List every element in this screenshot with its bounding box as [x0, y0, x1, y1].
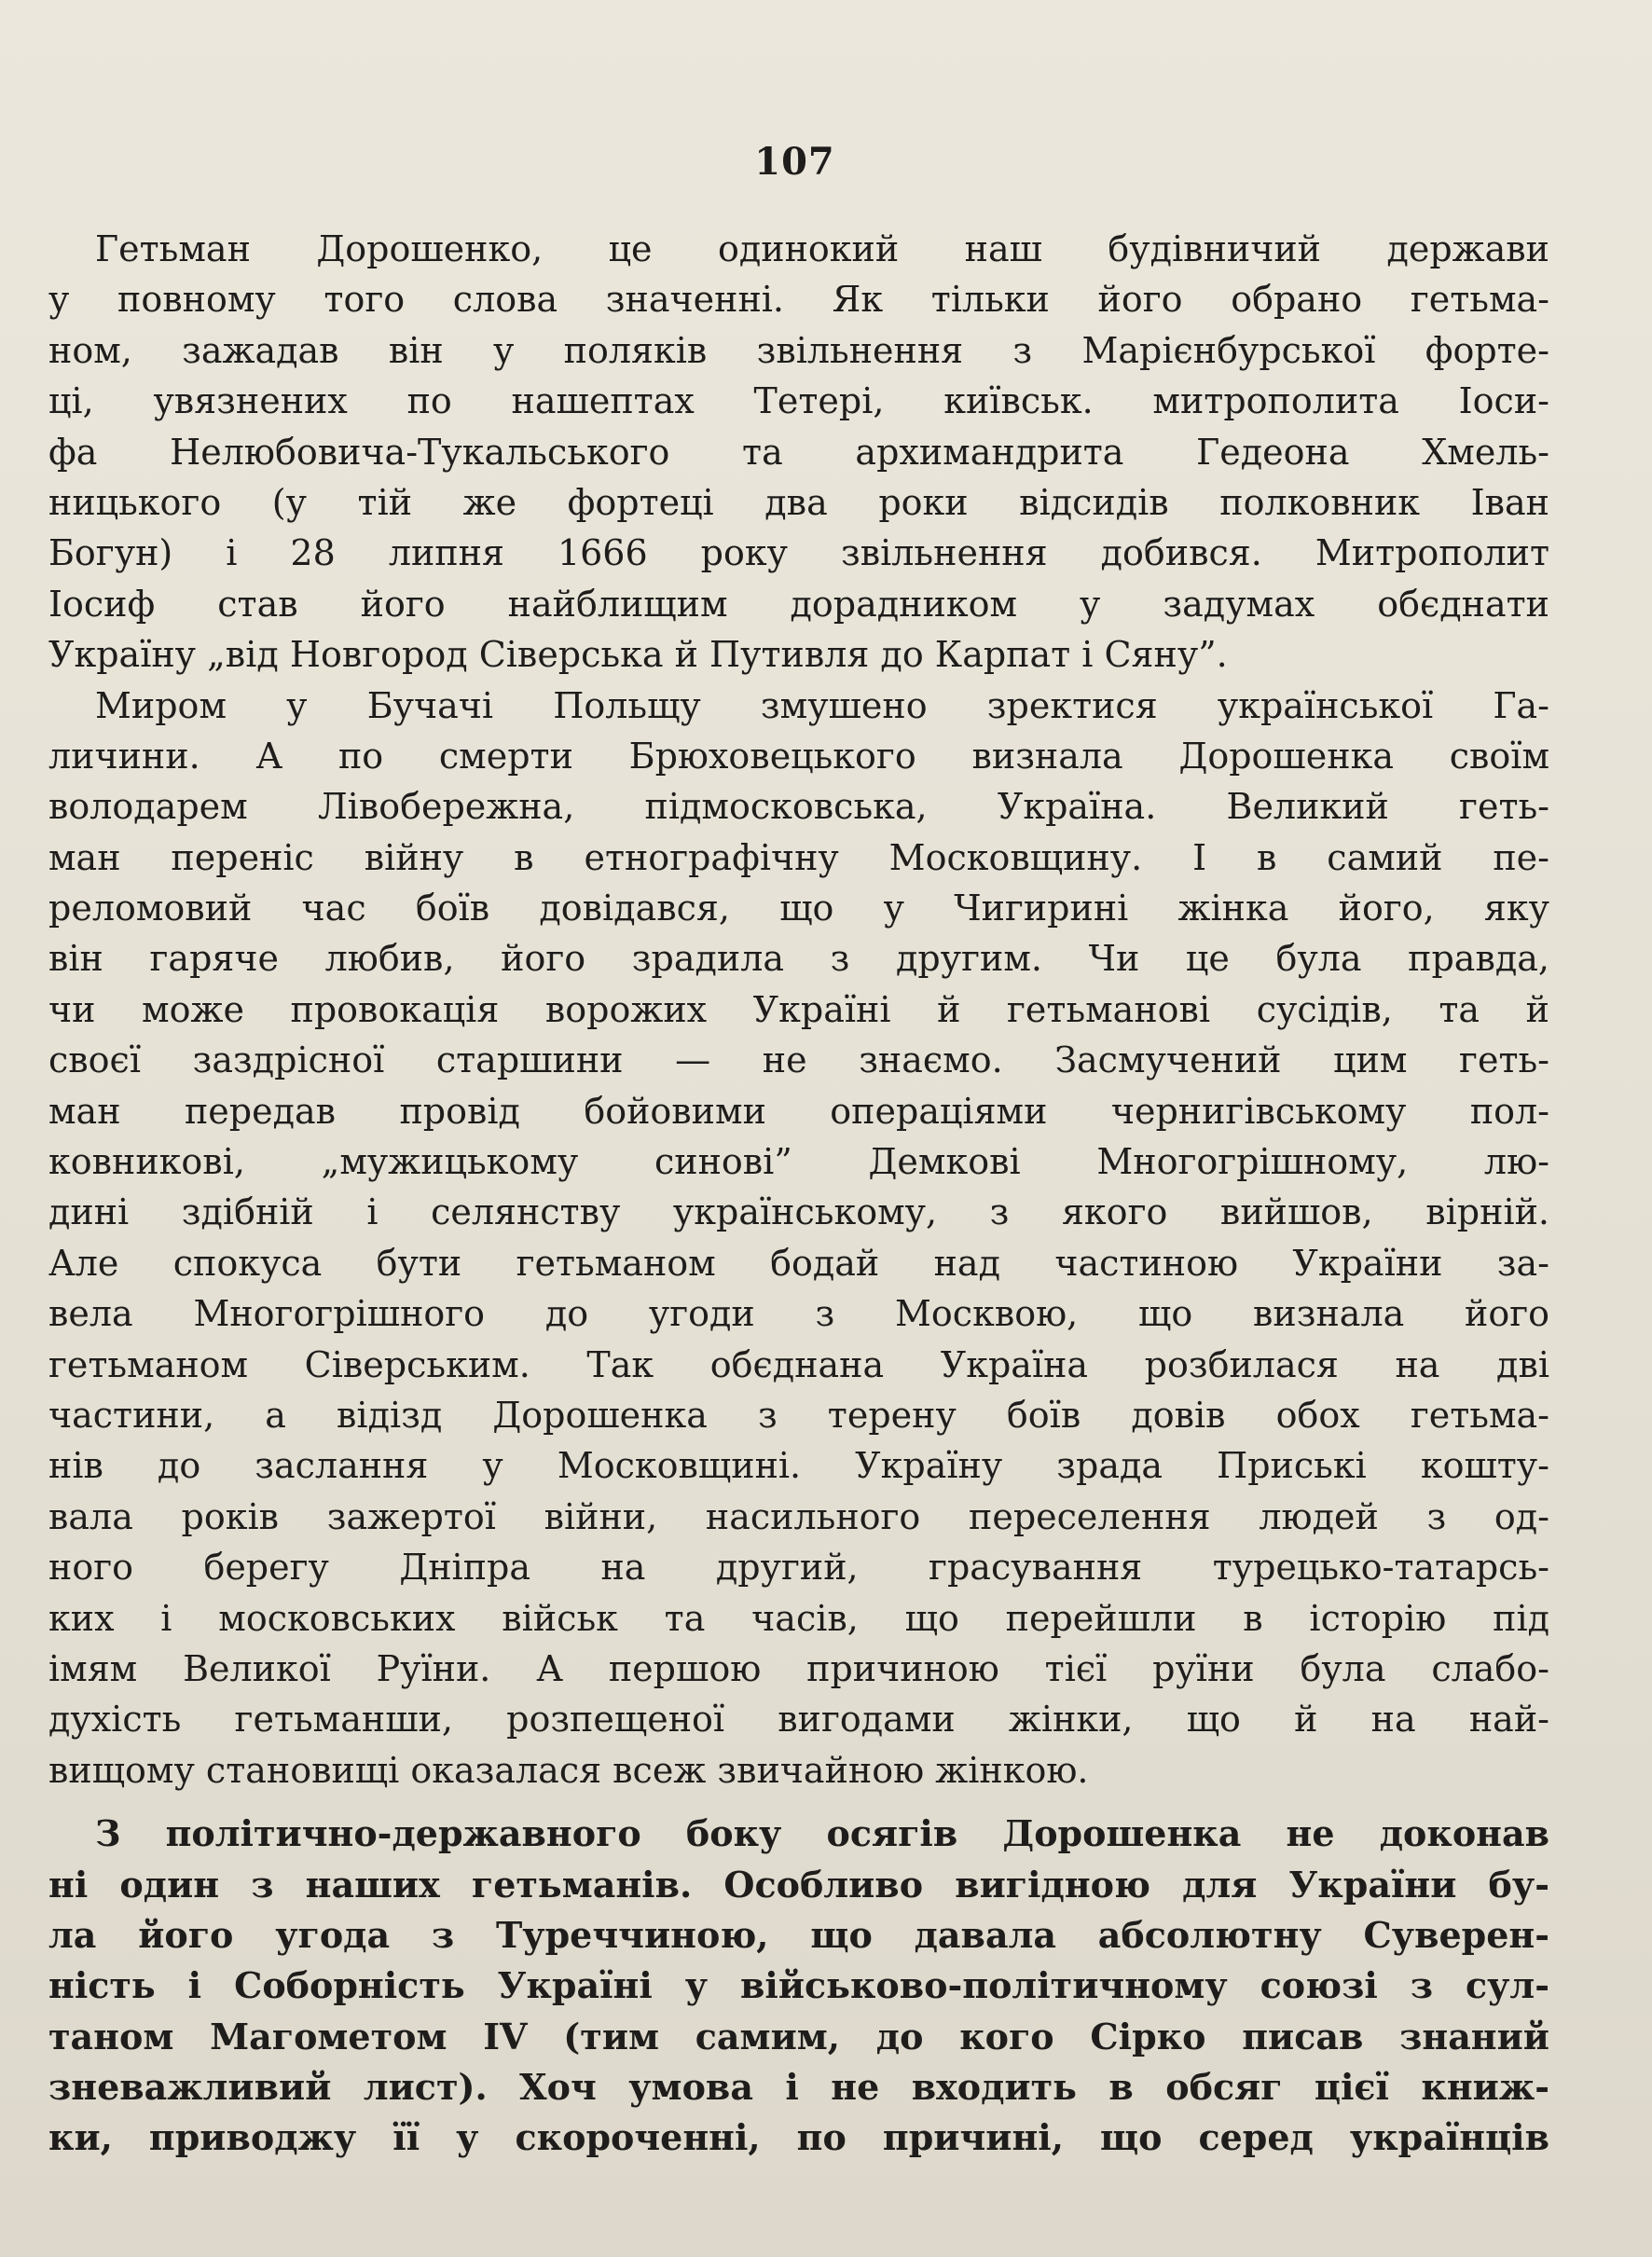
- text-line: личини. А по смерти Брюховецького визнала Дорошенка своїм: [48, 735, 1549, 777]
- text-line: Іосиф став його найблищим дорадником у задумах обєднати: [48, 583, 1549, 625]
- text-line: ні один з наших гетьманів. Особливо вигідною для України бу-: [48, 1863, 1549, 1906]
- paragraph: [48, 1809, 1549, 2164]
- paragraph: [48, 224, 1549, 681]
- text-line: таном Магометом IV (тим самим, до кого Сірко писав знаний: [48, 2015, 1549, 2057]
- text-line: чи може провокація ворожих Україні й гетьманові сусідів, та й: [48, 988, 1549, 1030]
- text-line: ман переніс війну в етнографічну Московщину. І в самий пе-: [48, 836, 1549, 878]
- text-line: фа Нелюбовича-Тукальського та архимандрита Гедеона Хмель-: [48, 431, 1549, 473]
- text-line: реломовий час боїв довідався, що у Чигирині жінка його, яку: [48, 888, 1549, 929]
- text-line: дині здібній і селянству українському, з якого вийшов, вірній.: [48, 1191, 1549, 1233]
- paragraph: [48, 681, 1549, 1796]
- text-line: ких і московських військ та часів, що перейшли в історію під: [48, 1597, 1549, 1639]
- text-line: Гетьман Дорошенко, це одинокий наш будівничий держави: [95, 228, 1549, 269]
- page-number: 107: [754, 140, 835, 184]
- text-line: ці, увязнених по нашептах Тетері, київськ. митрополита Іоси-: [48, 380, 1549, 422]
- text-line: вала років зажертої війни, насильного переселення людей з од-: [48, 1495, 1549, 1537]
- text-line: ного берегу Дніпра на другий, грасування турецько-татарсь-: [48, 1547, 1549, 1589]
- text-line: ковникові, „мужицькому синові” Демкові Многогрішному, лю-: [48, 1141, 1549, 1183]
- text-line: ки, приводжу її у скороченні, по причині, що серед українців: [48, 2116, 1549, 2159]
- text-line: Але спокуса бути гетьманом бодай над частиною України за-: [48, 1242, 1549, 1284]
- text-line: ла його угода з Туреччиною, що давала абсолютну Суверен-: [48, 1913, 1549, 1956]
- text-line: Україну „від Новгород Сіверська й Путивля до Карпат і Сяну”.: [48, 634, 1228, 676]
- body-text: [48, 224, 1549, 2164]
- text-line: ність і Соборність Україні у військово-політичному союзі з сул-: [48, 1964, 1549, 2007]
- text-line: імям Великої Руїни. А першою причиною тієї руїни була слабо-: [48, 1647, 1549, 1689]
- text-line: гетьманом Сіверським. Так обєднана Україна розбилася на дві: [48, 1343, 1549, 1385]
- text-line: вищому становищі оказалася всеж звичайною жінкою.: [48, 1749, 1089, 1791]
- text-line: частини, а відізд Дорошенка з терену боїв довів обох гетьма-: [48, 1394, 1549, 1436]
- text-line: нів до заслання у Московщині. Україну зрада Приські кошту-: [48, 1445, 1549, 1487]
- text-line: ницького (у тій же фортеці два роки відсидів полковник Іван: [48, 481, 1549, 523]
- text-line: ман передав провід бойовими операціями чернигівському пол-: [48, 1090, 1549, 1132]
- text-line: вела Многогрішного до угоди з Москвою, що визнала його: [48, 1293, 1549, 1335]
- text-line: З політично-державного боку осягів Дорошенка не доконав: [95, 1812, 1549, 1855]
- text-line: ном, зажадав він у поляків звільнення з Марієнбурської форте-: [48, 329, 1549, 371]
- text-line: він гаряче любив, його зрадила з другим. Чи це була правда,: [48, 938, 1549, 980]
- text-line: Богун) і 28 липня 1666 року звільнення добився. Митрополит: [48, 532, 1549, 574]
- text-line: духість гетьманши, розпещеної вигодами жінки, що й на най-: [48, 1699, 1549, 1741]
- text-line: зневажливий лист). Хоч умова і не входить в обсяг цієї книж-: [48, 2066, 1549, 2109]
- text-line: у повному того слова значенні. Як тільки його обрано гетьма-: [48, 279, 1549, 321]
- text-line: своєї заздрісної старшини — не знаємо. Засмучений цим геть-: [48, 1039, 1549, 1081]
- text-line: володарем Лівобережна, підмосковська, Україна. Великий геть-: [48, 786, 1549, 828]
- text-line: Миром у Бучачі Польщу змушено зректися української Га-: [95, 684, 1549, 726]
